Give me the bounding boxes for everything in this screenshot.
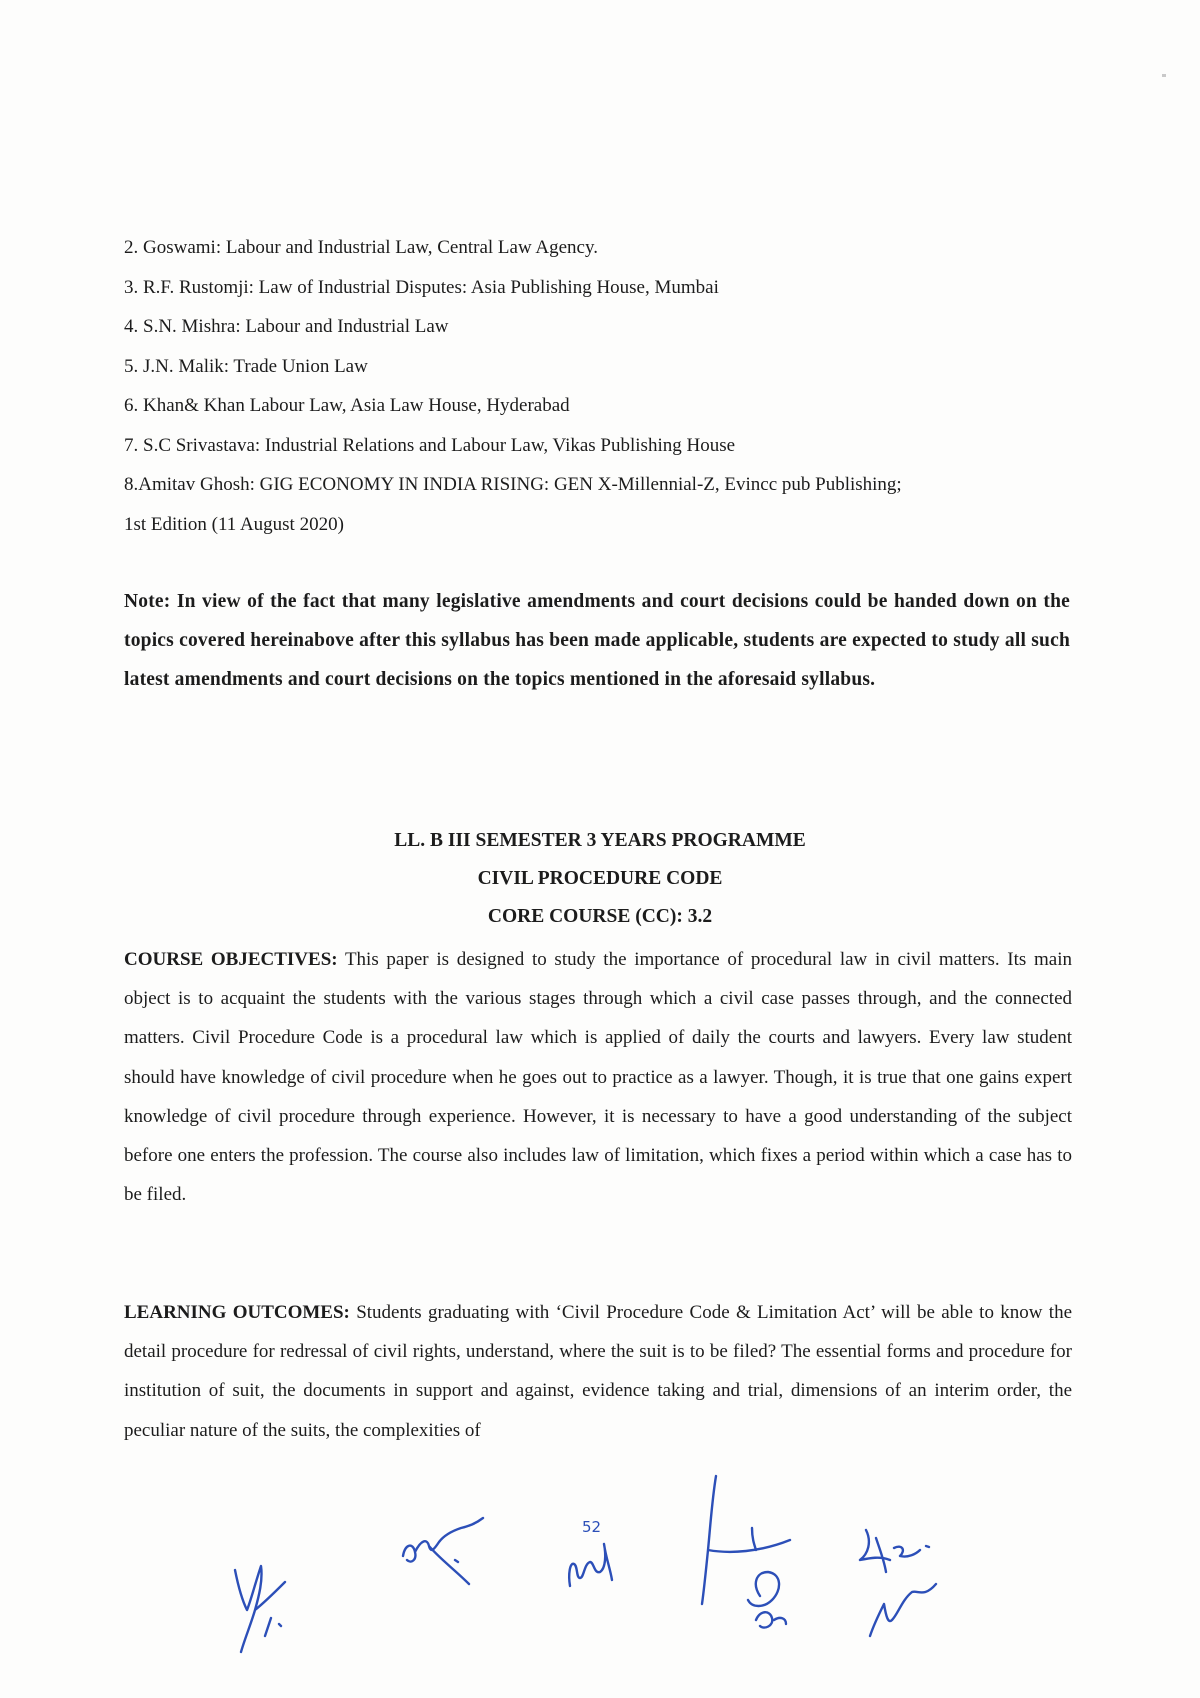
learning-outcomes-label: LEARNING OUTCOMES: (124, 1302, 350, 1323)
course-title: CIVIL PROCEDURE CODE (477, 868, 723, 889)
reference-item: 7. S.C Srivastava: Industrial Relations and Labour Law, Vikas Publishing House (124, 434, 736, 456)
reference-item: 6. Khan& Khan Labour Law, Asia Law House, Hyderabad (124, 395, 570, 416)
course-heading (0, 822, 1200, 936)
learning-outcomes-paragraph (124, 1293, 1072, 1450)
signature-5 (850, 1520, 970, 1650)
reference-item-continued: 1st Edition (11 August 2020) (124, 513, 344, 535)
reference-item: 8.Amitav Ghosh: GIG ECONOMY IN INDIA RISING: GEN X-Millennial-Z, Evincc pub Publishing; (124, 474, 902, 495)
reference-item: 2. Goswami: Labour and Industrial Law, Central Law Agency. (124, 237, 598, 258)
signature-4 (690, 1470, 820, 1650)
reference-item: 5. J.N. Malik: Trade Union Law (124, 355, 368, 377)
page-number: 52 (582, 1518, 602, 1536)
learning-outcomes-text: Students graduating with ‘Civil Procedure Code & Limitation Act’ will be able to know the detail procedure for redressal of civil rights, understand, where the suit is to be filed? The essential forms and procedure for institution of suit, the documents in support and against, evidence taking and trial, dimensions of an interim order, the peculiar nature of the suits, the complexities of (124, 1302, 1073, 1441)
signature-1 (225, 1540, 315, 1660)
course-objectives-text: This paper is designed to study the importance of procedural law in civil matters. Its main object is to acquaint the students with the various stages through which a civil case passes through, and the connected matters. Civil Procedure Code is a procedural law which is applied of daily the courts and lawyers. Every law student should have knowledge of civil procedure when he goes out to practice as a lawyer. Though, it is true that one gains expert knowledge of civil procedure through experience. However, it is necessary to have a good understanding of the subject before one enters the profession. The course also includes law of limitation, which fixes a period within which a case has to be filed. (124, 949, 1072, 1206)
signature-3 (560, 1524, 630, 1594)
reference-list (124, 228, 1084, 544)
course-objectives-paragraph (124, 940, 1072, 1214)
signature-2 (395, 1500, 505, 1590)
program-title: LL. B III SEMESTER 3 YEARS PROGRAMME (394, 830, 806, 851)
syllabus-note: Note: In view of the fact that many legislative amendments and court decisions could be handed down on the topics covered hereinabove after this syllabus has been made applicable, students are expected to study all such latest amendments and court decisions on the topics mentioned in the aforesaid syllabus. (124, 591, 1070, 690)
reference-item: 3. R.F. Rustomji: Law of Industrial Disputes: Asia Publishing House, Mumbai (124, 276, 719, 298)
reference-item: 4. S.N. Mishra: Labour and Industrial Law (124, 316, 449, 337)
scan-speck (1162, 74, 1166, 77)
course-objectives-label: COURSE OBJECTIVES: (124, 949, 338, 970)
course-code: CORE COURSE (CC): 3.2 (487, 906, 713, 927)
